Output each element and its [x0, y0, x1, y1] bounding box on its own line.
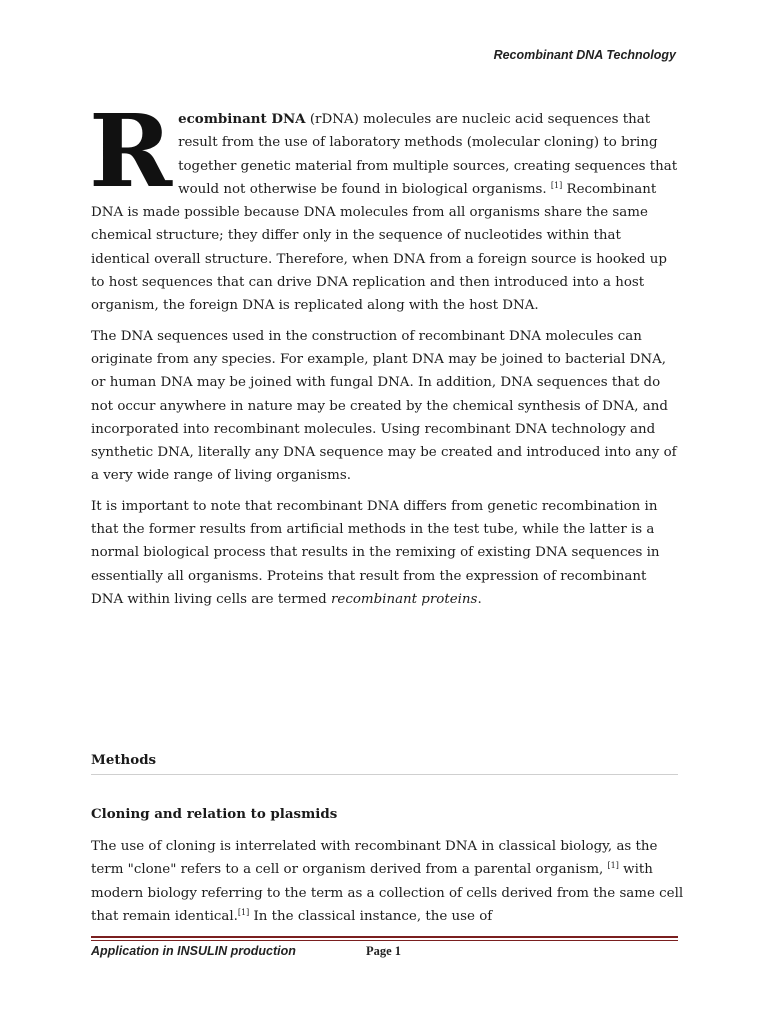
p1-text-a: (rDNA) molecules are nucleic acid sequences that result from the use of laboratory methods (molecular cloning) to bring together genetic material from multiple sources, creating sequences that would not otherwise be found in biological organisms.: [178, 112, 678, 197]
citation-link[interactable]: [1]: [550, 180, 563, 190]
citation-link[interactable]: [1]: [607, 861, 619, 871]
running-header: Recombinant DNA Technology: [493, 48, 676, 62]
footer-divider: [91, 936, 678, 941]
p3-text: It is important to note that recombinant DNA differs from genetic recombination in that the former results from artificial methods in the test tube, while the latter is a normal biological process that results in the remixing of existing DNA sequences in essentially all organisms. Proteins that result from the expression of recombinant DNA within living cells are termed: [91, 498, 660, 607]
page-number: Page 1: [366, 944, 402, 958]
cloning-text-c: In the classical instance, the use of: [249, 908, 493, 924]
cloning-text-b: with modern biology referring to the term as a collection of cells derived from the same cell that remain identical.: [91, 862, 684, 924]
p1-text-b: Recombinant DNA is made possible because DNA molecules from all organisms share the same chemical structure; they differ only in the sequence of nucleotides within that identical overall structure. Therefore, when DNA from a foreign source is hooked up to host sequences that can drive DNA replication and then introduced into a host organism, the foreign DNA is replicated along with the host DNA.: [91, 181, 667, 314]
citation-link[interactable]: [1]: [237, 907, 250, 917]
p3-emphasis: recombinant proteins: [331, 591, 478, 607]
drop-cap: R: [89, 92, 173, 210]
subsection-heading-cloning: Cloning and relation to plasmids: [91, 806, 338, 822]
section-heading-methods: Methods: [91, 752, 678, 775]
paragraph-2: The DNA sequences used in the construction of recombinant DNA molecules can originate from any species. For example, plant DNA may be joined to bacterial DNA, or human DNA may be joined with fungal DNA. In addition, DNA sequences that do not occur anywhere in nature may be created by the chemical synthesis of DNA, and incorporated into recombinant molecules. Using recombinant DNA technology and synthetic DNA, literally any DNA sequence may be created and introduced into any of a very wide range of living organisms.: [91, 328, 677, 484]
cloning-text-a: The use of cloning is interrelated with recombinant DNA in classical biology, as the term "clone" refers to a cell or organism derived from a parental organism,: [91, 839, 658, 878]
paragraph-3: [91, 495, 681, 611]
p3-end: .: [477, 591, 482, 607]
cloning-paragraph: [91, 835, 686, 928]
paragraph-1: [89, 92, 681, 318]
cloning-body: [91, 835, 686, 928]
footer-title: Application in INSULIN production: [91, 944, 296, 958]
intro-body: [89, 92, 681, 618]
lead-term: ecombinant DNA: [178, 111, 306, 127]
